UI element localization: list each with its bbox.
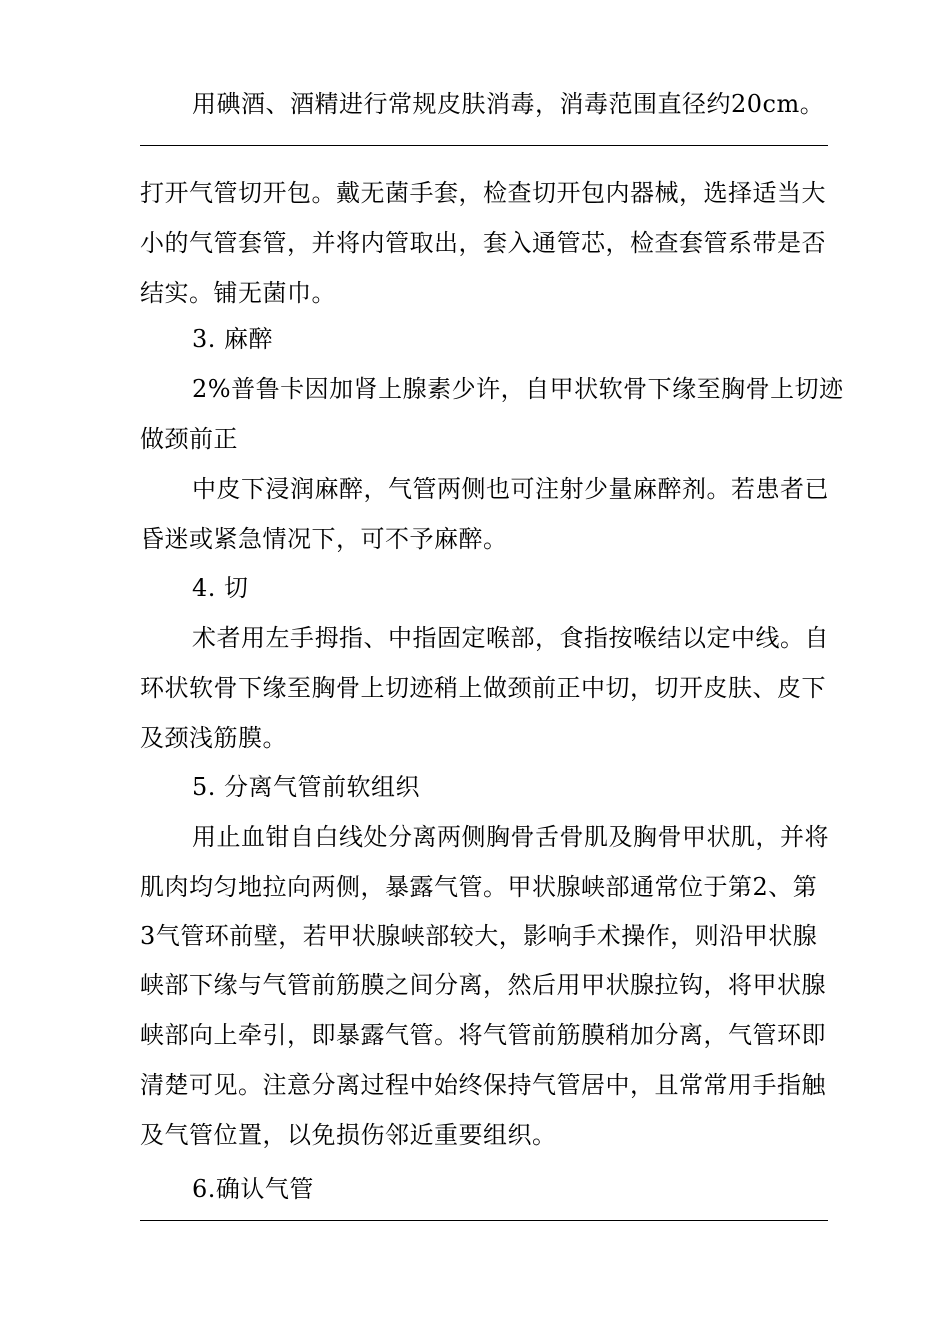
bottom-divider (140, 1220, 828, 1221)
text-line: 环状软骨下缘至胸骨上切迹稍上做颈前正中切，切开皮肤、皮下 (140, 674, 826, 702)
text-line: 中皮下浸润麻醉，气管两侧也可注射少量麻醉剂。若患者已 (192, 475, 829, 503)
text-line: 用止血钳自白线处分离两侧胸骨舌骨肌及胸骨甲状肌，并将 (192, 823, 829, 851)
section-heading-confirm-trachea: 6.确认气管 (192, 1175, 314, 1203)
text-line: 结实。铺无菌巾。 (140, 279, 336, 307)
text-line: 3气管环前壁，若甲状腺峡部较大，影响手术操作，则沿甲状腺 (140, 922, 818, 950)
text-line: 昏迷或紧急情况下，可不予麻醉。 (140, 525, 508, 553)
section-heading-incision: 4. 切 (192, 574, 249, 602)
text-line: 小的气管套管，并将内管取出，套入通管芯，检查套管系带是否 (140, 229, 826, 257)
text-line: 2%普鲁卡因加肾上腺素少许，自甲状软骨下缘至胸骨上切迹 (192, 375, 844, 403)
section-heading-separate-tissue: 5. 分离气管前软组织 (192, 773, 421, 801)
text-line: 清楚可见。注意分离过程中始终保持气管居中，且常常用手指触 (140, 1071, 826, 1099)
text-line: 峡部向上牵引，即暴露气管。将气管前筋膜稍加分离，气管环即 (140, 1021, 826, 1049)
text-line: 肌肉均匀地拉向两侧，暴露气管。甲状腺峡部通常位于第2、第 (140, 873, 818, 901)
text-line: 及气管位置，以免损伤邻近重要组织。 (140, 1121, 557, 1149)
text-line: 做颈前正 (140, 425, 238, 453)
text-line-disinfection: 用碘酒、酒精进行常规皮肤消毒，消毒范围直径约20cm。 (192, 90, 825, 118)
text-line: 峡部下缘与气管前筋膜之间分离，然后用甲状腺拉钩，将甲状腺 (140, 971, 826, 999)
text-line: 术者用左手拇指、中指固定喉部，食指按喉结以定中线。自 (192, 624, 829, 652)
section-heading-anesthesia: 3. 麻醉 (192, 325, 274, 353)
text-line: 打开气管切开包。戴无菌手套，检查切开包内器械，选择适当大 (140, 179, 826, 207)
top-divider (140, 145, 828, 146)
text-line: 及颈浅筋膜。 (140, 724, 287, 752)
